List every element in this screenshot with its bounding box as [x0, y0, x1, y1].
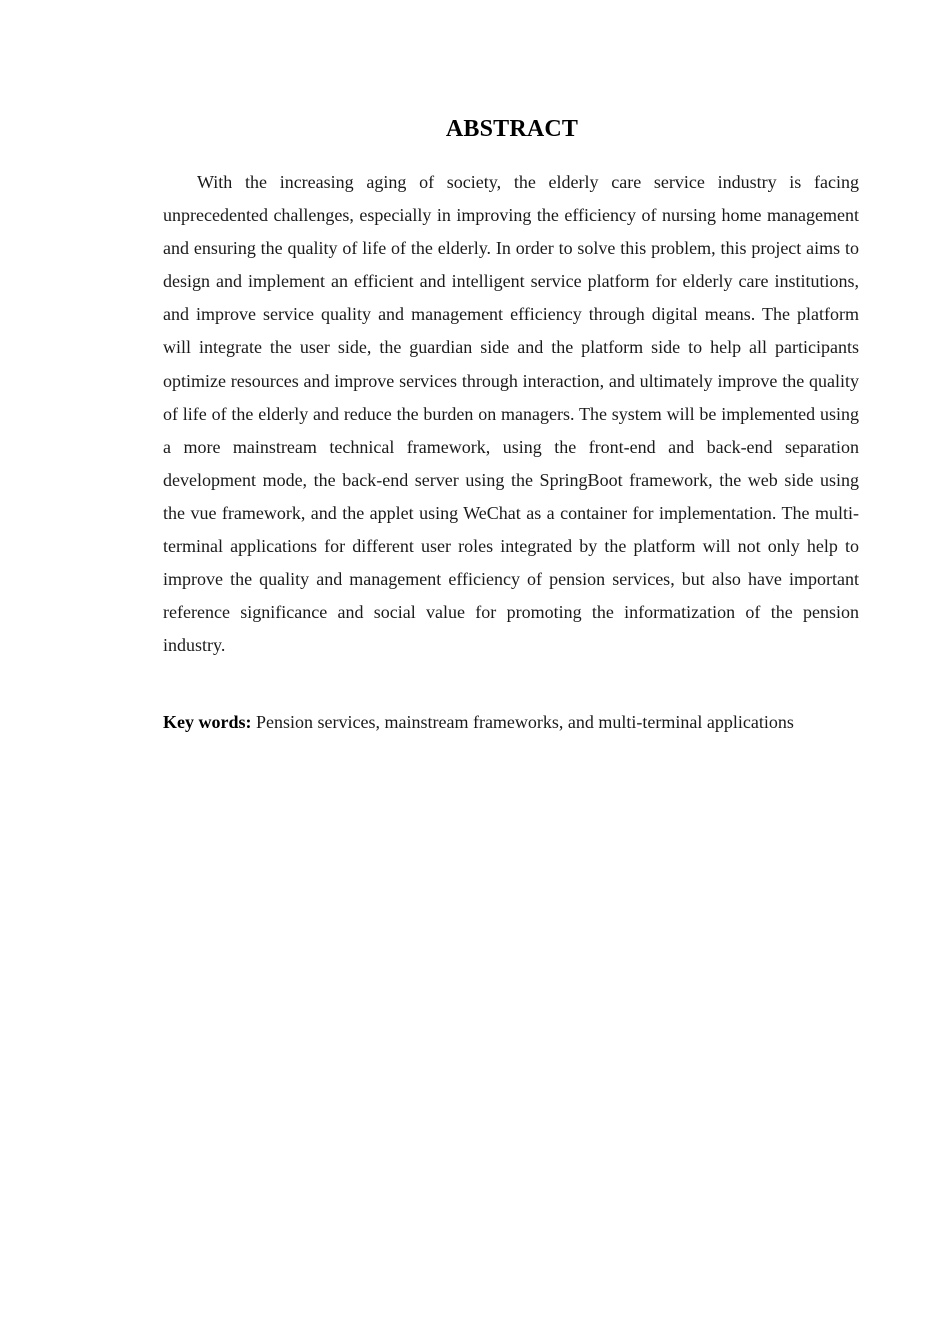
- abstract-body: With the increasing aging of society, the elderly care service industry is facing unprecedented challenges, especially in improving the efficiency of nursing home management and ensuring the quality of life of the elderly. In order to solve this problem, this project aims to design and implement an efficient and intelligent service platform for elderly care institutions, and improve service quality and management efficiency through digital means. The platform will integrate the user side, the guardian side and the platform side to help all participants optimize resources and improve services through interaction, and ultimately improve the quality of life of the elderly and reduce the burden on managers. The system will be implemented using a more mainstream technical framework, using the front-end and back-end separation development mode, the back-end server using the SpringBoot framework, the web side using the vue framework, and the applet using WeChat as a container for implementation. The multi-terminal applications for different user roles integrated by the platform will not only help to improve the quality and management efficiency of pension services, but also have important reference significance and social value for promoting the informatization of the pension industry.: [163, 172, 859, 656]
- keywords-label: Key words:: [163, 712, 252, 732]
- abstract-title: [163, 112, 859, 146]
- abstract-title-text: ABSTRACT: [445, 116, 579, 142]
- keywords-value: Pension services, mainstream frameworks, and multi-terminal applications: [256, 712, 794, 732]
- keywords-line: [163, 707, 859, 738]
